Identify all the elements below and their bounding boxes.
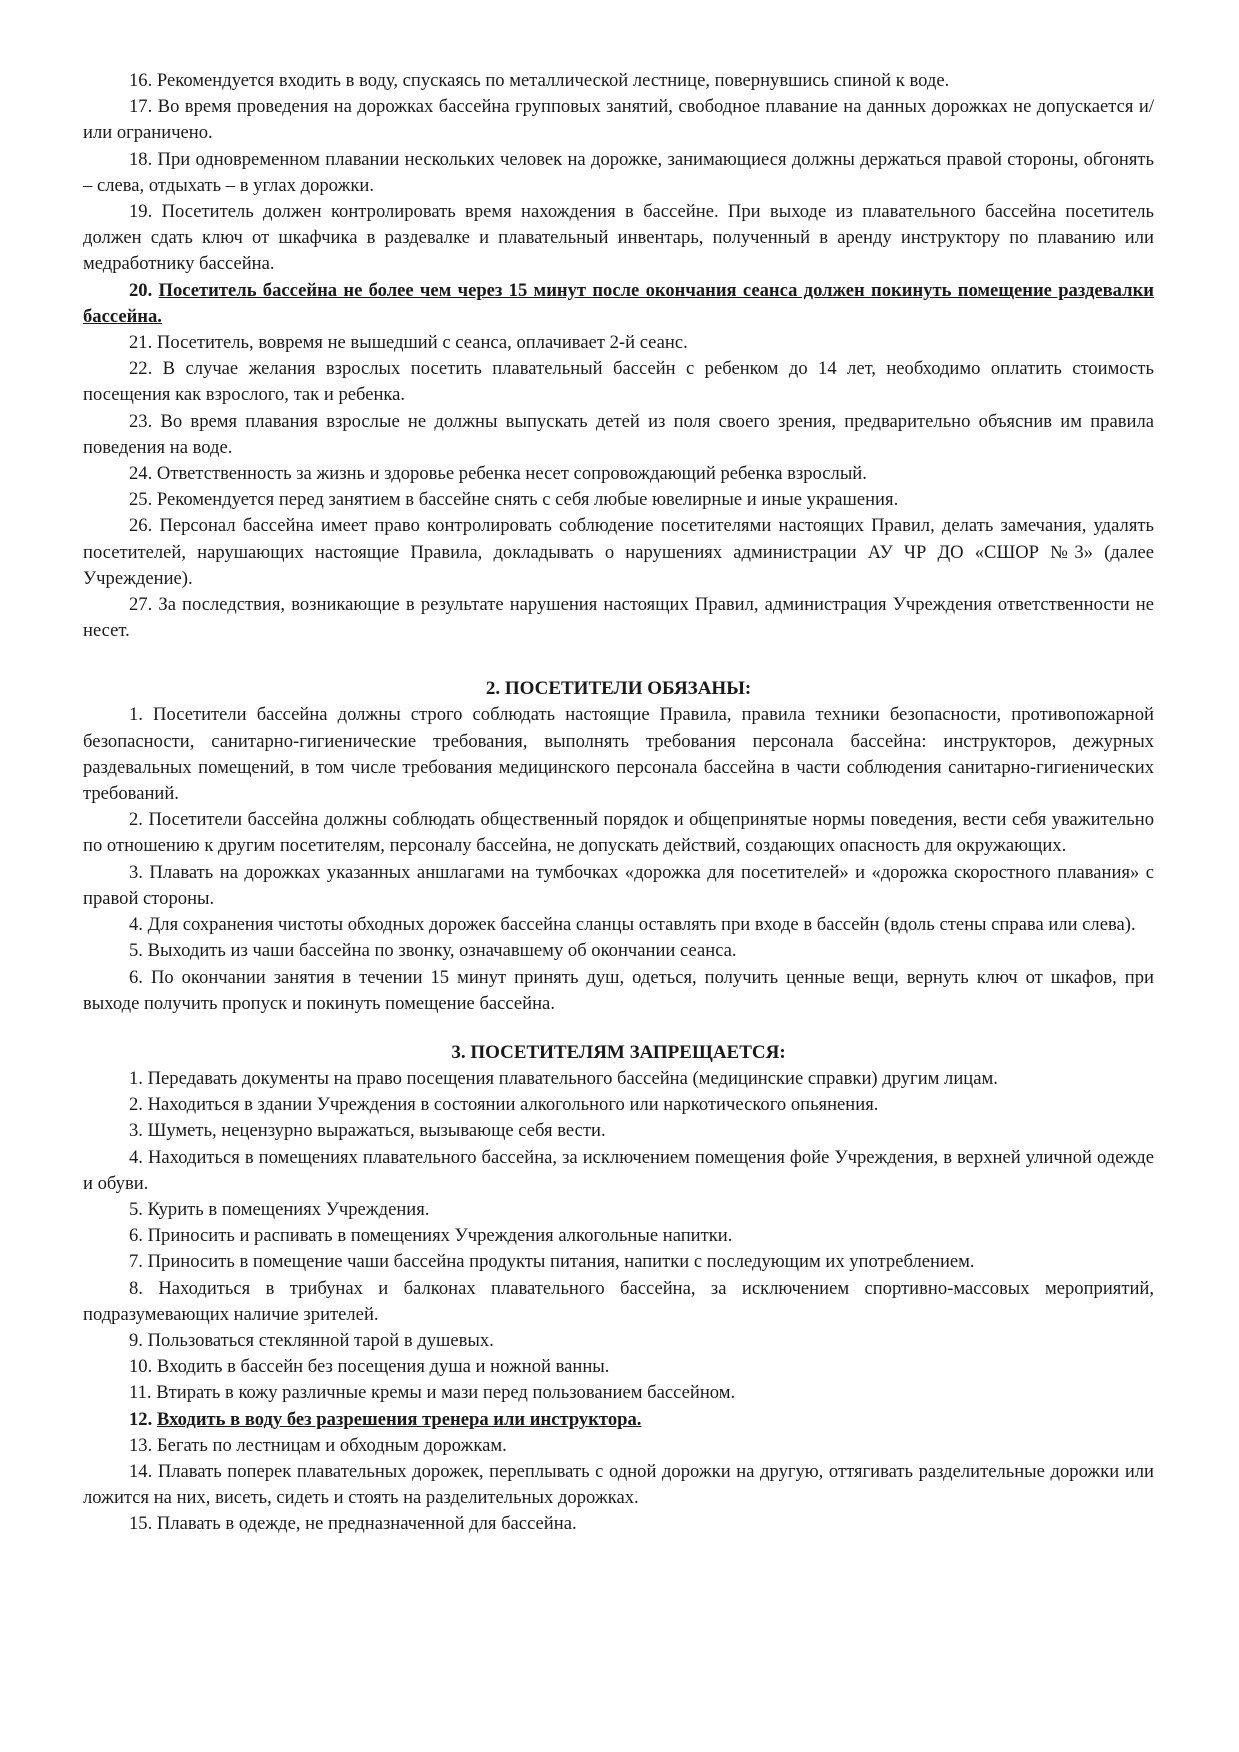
rule-number: 4. bbox=[129, 914, 143, 936]
rule-3-6 bbox=[83, 1223, 1154, 1249]
rule-3-8 bbox=[83, 1276, 1154, 1328]
rule-3-13 bbox=[83, 1433, 1154, 1459]
rule-text: Персонал бассейна имеет право контролировать соблюдение посетителями настоящих Правил, делать замечания, удалять посетителей, нарушающих настоящие Правила, докладывать о нарушениях администрации АУ ЧР ДО «СШОР №3» (далее Учреждение). bbox=[83, 515, 1154, 589]
rule-3-11 bbox=[83, 1380, 1154, 1406]
rule-2-5 bbox=[83, 938, 1154, 964]
rule-1-16 bbox=[83, 68, 1154, 94]
rule-1-24 bbox=[83, 461, 1154, 487]
rule-text: Посетитель, вовремя не вышедший с сеанса, оплачивает 2-й сеанс. bbox=[156, 332, 688, 354]
rule-text: Во время плавания взрослые не должны выпускать детей из поля своего зрения, предварительно объяснив им правила поведения на воде. bbox=[83, 410, 1154, 458]
rule-number: 1. bbox=[129, 704, 143, 726]
rule-1-27 bbox=[83, 592, 1154, 644]
rule-2-1 bbox=[83, 702, 1154, 807]
rule-text-emphasized: Входить в воду без разрешения тренера или инструктора. bbox=[156, 1408, 642, 1430]
rule-text: Для сохранения чистоты обходных дорожек бассейна сланцы оставлять при входе в бассейн (вдоль стены справа или слева). bbox=[147, 914, 1136, 936]
rule-text: Приносить и распивать в помещениях Учреждения алкогольные напитки. bbox=[147, 1225, 733, 1247]
rule-number: 15. bbox=[129, 1513, 153, 1535]
rule-number: 19. bbox=[129, 201, 153, 223]
rule-1-26 bbox=[83, 513, 1154, 592]
rule-2-3 bbox=[83, 860, 1154, 912]
rule-text: Бегать по лестницам и обходным дорожкам. bbox=[156, 1434, 507, 1456]
rule-number: 11. bbox=[129, 1382, 152, 1404]
rule-3-14 bbox=[83, 1459, 1154, 1511]
rule-2-6 bbox=[83, 965, 1154, 1017]
rule-3-10 bbox=[83, 1354, 1154, 1380]
rule-number: 1. bbox=[129, 1067, 143, 1089]
rule-1-19 bbox=[83, 199, 1154, 278]
rule-3-2 bbox=[83, 1092, 1154, 1118]
rule-text: Выходить из чаши бассейна по звонку, означавшему об окончании сеанса. bbox=[147, 940, 737, 962]
section-1-tail bbox=[83, 68, 1154, 644]
rule-number: 14. bbox=[129, 1460, 153, 1482]
section-2-list bbox=[83, 702, 1154, 1016]
rule-number: 22. bbox=[129, 358, 153, 380]
section-3-list bbox=[83, 1066, 1154, 1538]
rule-3-3 bbox=[83, 1118, 1154, 1144]
section-2-title: 2. ПОСЕТИТЕЛИ ОБЯЗАНЫ: bbox=[485, 678, 752, 700]
rule-text: Посетители бассейна должны соблюдать общественный порядок и общепринятые нормы поведения, вести себя уважительно по отношению к другим посетителям, персоналу бассейна, не допускать действий, создающих опасность для окружающих. bbox=[83, 809, 1154, 857]
rule-text: Приносить в помещение чаши бассейна продукты питания, напитки с последующим их употреблением. bbox=[147, 1251, 975, 1273]
rule-text: В случае желания взрослых посетить плавательный бассейн с ребенком до 14 лет, необходимо оплатить стоимость посещения как взрослого, так и ребенка. bbox=[83, 358, 1154, 406]
rule-number: 3. bbox=[129, 1120, 143, 1142]
rule-number: 16. bbox=[129, 70, 153, 91]
rule-text: Посетители бассейна должны строго соблюдать настоящие Правила, правила техники безопасности, противопожарной безопасности, санитарно-гигиенические требования, выполнять требования персонала бассейна: инструкторов, дежурных раздевальных помещений, в том числе требования медицинского персонала бассейна в части соблюдения санитарно-гигиенических требований. bbox=[83, 704, 1154, 805]
rule-2-4 bbox=[83, 912, 1154, 938]
rule-text: За последствия, возникающие в результате нарушения настоящих Правил, администрация Учреждения ответственности не несет. bbox=[83, 594, 1154, 642]
rule-text: Плавать поперек плавательных дорожек, переплывать с одной дорожки на другую, оттягивать разделительные дорожки или ложится на них, висеть, сидеть и стоять на разделительных дорожках. bbox=[83, 1460, 1154, 1509]
rule-number: 21. bbox=[129, 332, 153, 354]
rule-number: 8. bbox=[129, 1277, 143, 1299]
rule-3-7 bbox=[83, 1249, 1154, 1275]
rule-1-23 bbox=[83, 409, 1154, 461]
rule-number: 13. bbox=[129, 1434, 153, 1456]
rule-text: Во время проведения на дорожках бассейна групповых занятий, свободное плавание на данных дорожках не допускается и/или ограничено. bbox=[83, 96, 1154, 144]
rule-number: 23. bbox=[129, 410, 153, 432]
rule-text: Входить в бассейн без посещения душа и ножной ванны. bbox=[156, 1356, 610, 1378]
rule-text: Находиться в помещениях плавательного бассейна, за исключением помещения фойе Учреждения, в верхней уличной одежде и обуви. bbox=[83, 1146, 1155, 1194]
rule-text: При одновременном плавании нескольких человек на дорожке, занимающиеся должны держаться правой стороны, обгонять – слева, отдыхать – в углах дорожки. bbox=[83, 148, 1154, 196]
rule-1-20 bbox=[83, 278, 1154, 330]
rule-text: Шуметь, нецензурно выражаться, вызывающе себя вести. bbox=[147, 1120, 606, 1142]
rule-1-18 bbox=[83, 147, 1154, 199]
rule-number: 6. bbox=[129, 1225, 143, 1247]
rule-number: 18. bbox=[129, 148, 153, 170]
rule-text: Рекомендуется входить в воду, спускаясь по металлической лестнице, повернувшись спиной к воде. bbox=[156, 70, 950, 91]
rule-number: 6. bbox=[129, 966, 143, 988]
rule-number: 26. bbox=[129, 515, 153, 537]
rule-1-21 bbox=[83, 330, 1154, 356]
rule-3-12 bbox=[83, 1407, 1154, 1433]
rule-text: Посетитель должен контролировать время нахождения в бассейне. При выходе из плавательного бассейна посетитель должен сдать ключ от шкафчика в раздевалке и плавательный инвентарь, полученный в аренду инструктору по плаванию или медработнику бассейна. bbox=[83, 201, 1154, 275]
rule-number: 25. bbox=[129, 489, 153, 511]
rule-text: Находиться в здании Учреждения в состоянии алкогольного или наркотического опьянения. bbox=[147, 1094, 879, 1116]
rule-3-5 bbox=[83, 1197, 1154, 1223]
rule-number: 27. bbox=[129, 594, 153, 616]
rule-1-22 bbox=[83, 356, 1154, 408]
rule-text: Курить в помещениях Учреждения. bbox=[147, 1198, 430, 1220]
rule-number: 4. bbox=[129, 1146, 143, 1168]
rule-number: 12. bbox=[129, 1408, 153, 1430]
rule-2-2 bbox=[83, 807, 1154, 859]
rule-3-9 bbox=[83, 1328, 1154, 1354]
rule-text-emphasized: Посетитель бассейна не более чем через 15 минут после окончания сеанса должен покинуть помещение раздевалки бассейна. bbox=[83, 279, 1154, 327]
rule-3-1 bbox=[83, 1066, 1154, 1092]
rule-text: Рекомендуется перед занятием в бассейне снять с себя любые ювелирные и иные украшения. bbox=[156, 489, 899, 511]
rule-number: 24. bbox=[129, 463, 153, 485]
rule-number: 2. bbox=[129, 1094, 143, 1116]
rule-text: По окончании занятия в течении 15 минут принять душ, одеться, получить ценные вещи, вернуть ключ от шкафов, при выходе получить пропуск и покинуть помещение бассейна. bbox=[83, 966, 1154, 1014]
rule-text: Пользоваться стеклянной тарой в душевых. bbox=[147, 1329, 494, 1351]
rule-3-15 bbox=[83, 1511, 1154, 1537]
rule-number: 7. bbox=[129, 1251, 143, 1273]
rule-text: Плавать на дорожках указанных аншлагами на тумбочках «дорожка для посетителей» и «дорожка скоростного плавания» с правой стороны. bbox=[83, 861, 1154, 909]
rule-number: 5. bbox=[129, 940, 143, 962]
rule-1-25 bbox=[83, 487, 1154, 513]
rule-text: Втирать в кожу различные кремы и мази перед пользованием бассейном. bbox=[156, 1382, 736, 1404]
rule-number: 10. bbox=[129, 1356, 153, 1378]
rule-text: Передавать документы на право посещения плавательного бассейна (медицинские справки) другим лицам. bbox=[147, 1067, 998, 1089]
rule-number: 3. bbox=[129, 861, 143, 883]
rule-text: Плавать в одежде, не предназначенной для бассейна. bbox=[156, 1513, 577, 1535]
rule-text: Ответственность за жизнь и здоровье ребенка несет сопровождающий ребенка взрослый. bbox=[156, 463, 867, 485]
rule-number: 2. bbox=[129, 809, 143, 831]
rule-number: 17. bbox=[129, 96, 153, 118]
rule-3-4 bbox=[83, 1145, 1154, 1197]
section-3-title: 3. ПОСЕТИТЕЛЯМ ЗАПРЕЩАЕТСЯ: bbox=[451, 1041, 786, 1063]
rule-number: 20. bbox=[129, 279, 153, 301]
rule-number: 5. bbox=[129, 1198, 143, 1220]
rule-number: 9. bbox=[129, 1329, 143, 1351]
rule-1-17 bbox=[83, 94, 1154, 146]
rule-text: Находиться в трибунах и балконах плавательного бассейна, за исключением спортивно-массовых мероприятий, подразумевающих наличие зрителей. bbox=[83, 1277, 1155, 1325]
